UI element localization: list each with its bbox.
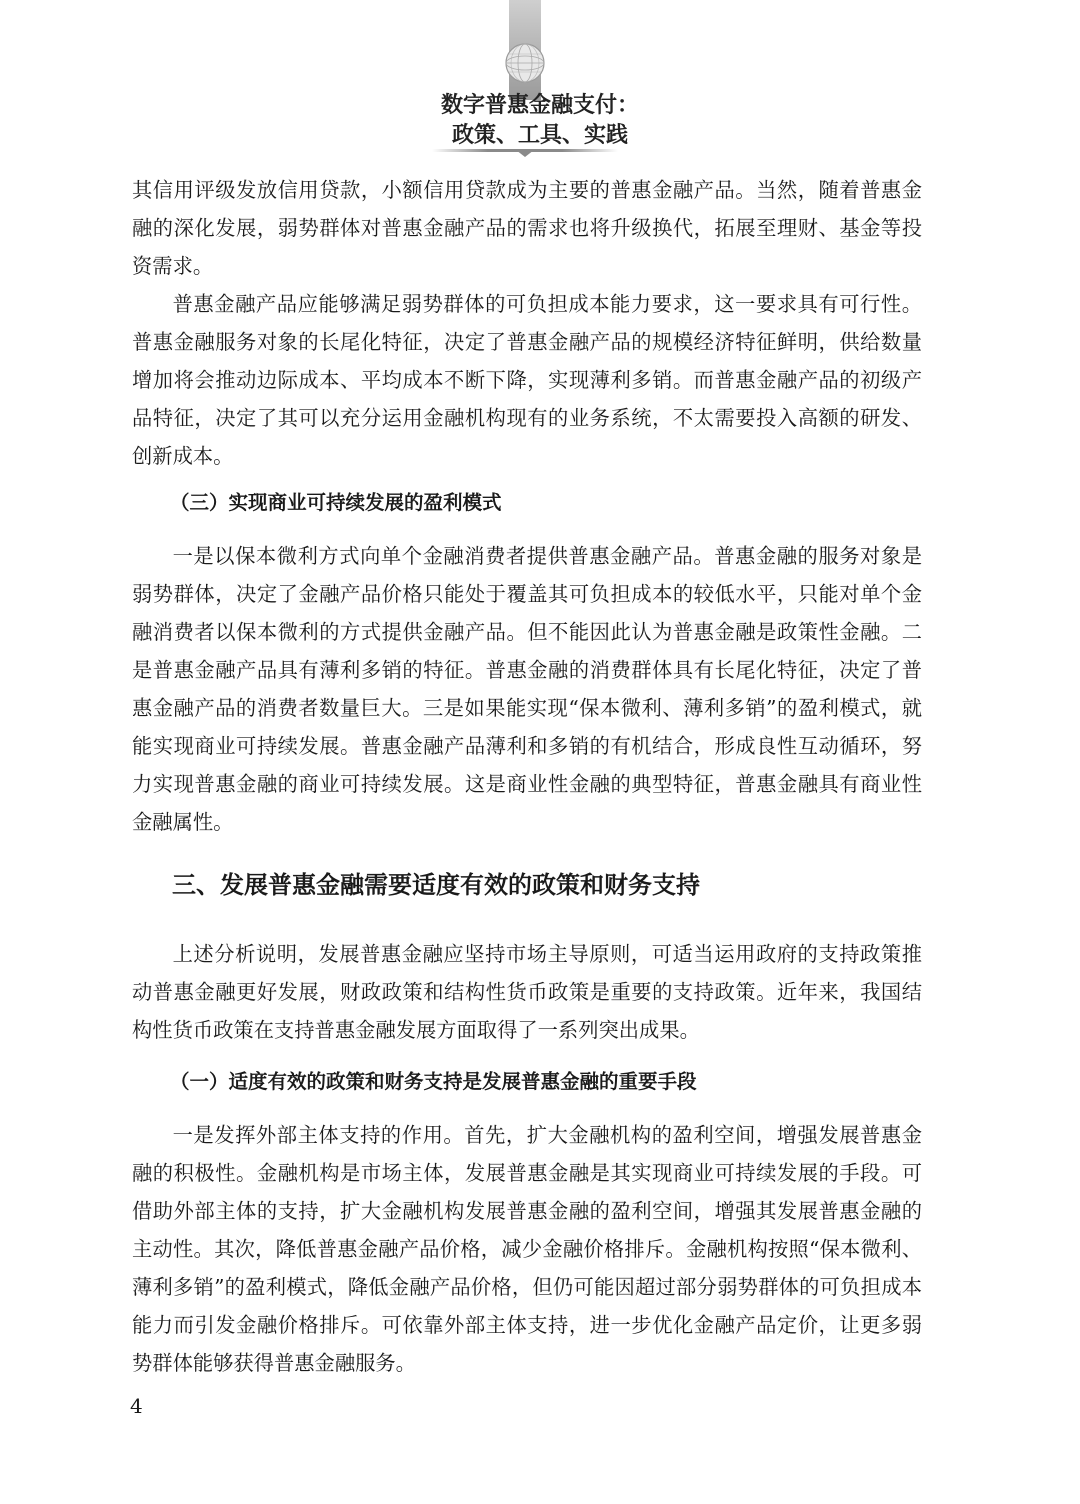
page-number: 4 <box>130 1394 143 1418</box>
globe-emblem-icon <box>504 42 546 84</box>
running-header-title-line2: 政策、工具、实践 <box>451 123 628 148</box>
section-heading: 三、发展普惠金融需要适度有效的政策和财务支持 <box>172 871 700 899</box>
paragraph: 一是发挥外部主体支持的作用。首先，扩大金融机构的盈利空间，增强发展普惠金融的积极性。金融机构是市场主体，发展普惠金融是其实现商业可持续发展的手段。可借助外部主体的支持，扩大金融机构发展普惠金融的盈利空间，增强其发展普惠金融的主动性。其次，降低普惠金融产品价格，减少金融价格排斥。金融机构按照“保本微利、薄利多销”的盈利模式，降低金融产品价格，但仍可能因超过部分弱势群体的可负担成本能力而引发金融价格排斥。可依靠外部主体支持，进一步优化金融产品定价，让更多弱势群体能够获得普惠金融服务。 <box>132 1123 922 1375</box>
paragraph: 一是以保本微利方式向单个金融消费者提供普惠金融产品。普惠金融的服务对象是弱势群体，决定了金融产品价格只能处于覆盖其可负担成本的较低水平，只能对单个金融消费者以保本微利的方式提供金融产品。但不能因此认为普惠金融是政策性金融。二是普惠金融产品具有薄利多销的特征。普惠金融的消费群体具有长尾化特征，决定了普惠金融产品的消费者数量巨大。三是如果能实现“保本微利、薄利多销”的盈利模式，就能实现商业可持续发展。普惠金融产品薄利和多销的有机结合，形成良性互动循环，努力实现普惠金融的商业可持续发展。这是商业性金融的典型特征，普惠金融具有商业性金融属性。 <box>132 544 922 834</box>
subsection-heading-1: （一）适度有效的政策和财务支持是发展普惠金融的重要手段 <box>170 1070 697 1093</box>
paragraph-continued: 其信用评级发放信用贷款，小额信用贷款成为主要的普惠金融产品。当然，随着普惠金融的深化发展，弱势群体对普惠金融产品的需求也将升级换代，拓展至理财、基金等投资需求。 <box>132 178 922 278</box>
paragraph: 普惠金融产品应能够满足弱势群体的可负担成本能力要求，这一要求具有可行性。普惠金融服务对象的长尾化特征，决定了普惠金融产品的规模经济特征鲜明，供给数量增加将会推动边际成本、平均成本不断下降，实现薄利多销。而普惠金融产品的初级产品特征，决定了其可以充分运用金融机构现有的业务系统，不太需要投入高额的研发、创新成本。 <box>132 292 922 468</box>
running-header-title-line1: 数字普惠金融支付： <box>440 93 639 118</box>
subsection-heading-3: （三）实现商业可持续发展的盈利模式 <box>170 491 502 514</box>
paragraph: 上述分析说明，发展普惠金融应坚持市场主导原则，可适当运用政府的支持政策推动普惠金融更好发展，财政政策和结构性货币政策是重要的支持政策。近年来，我国结构性货币政策在支持普惠金融发展方面取得了一系列突出成果。 <box>132 942 922 1042</box>
header-divider-arrow-icon <box>516 150 534 157</box>
